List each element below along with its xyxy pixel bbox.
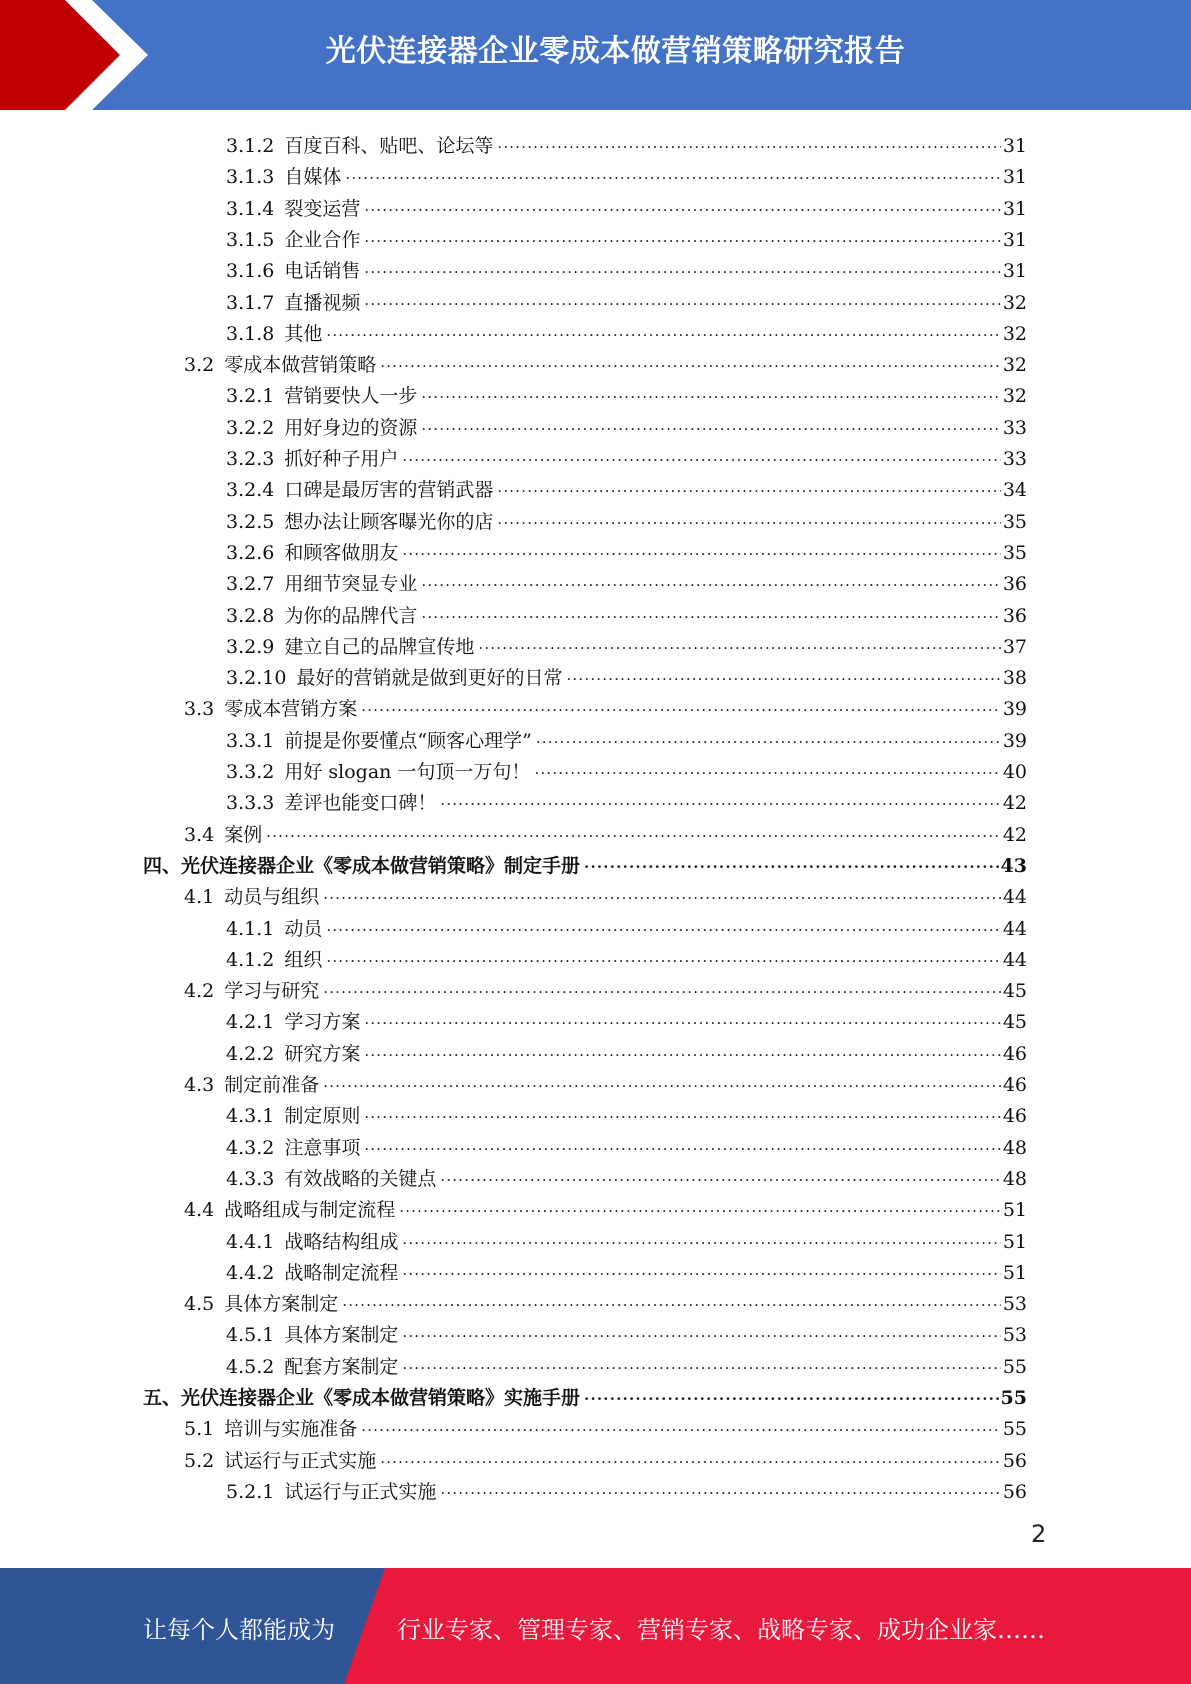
toc-entry-page: 56 [1002, 1449, 1027, 1472]
toc-entry-page: 55 [1000, 1387, 1027, 1409]
toc-entry-page: 36 [1002, 573, 1027, 596]
toc-entry-title: 案例 [224, 823, 263, 846]
toc-entry[interactable] [226, 1317, 1027, 1348]
toc-entry-number: 3.2.7 [226, 573, 275, 596]
toc-entry[interactable] [226, 1130, 1027, 1161]
toc-entry[interactable] [184, 1067, 1027, 1098]
toc-dot-leader [345, 161, 1000, 187]
toc-entry-title: 配套方案制定 [284, 1355, 399, 1378]
toc-entry[interactable] [226, 253, 1027, 284]
toc-entry-page: 42 [1002, 792, 1027, 815]
toc-dot-leader [584, 1382, 999, 1408]
toc-entry[interactable] [184, 347, 1027, 378]
toc-entry-number: 4.1.1 [226, 917, 275, 940]
toc-entry-number: 4.2.2 [226, 1042, 275, 1065]
toc-entry-page: 55 [1002, 1355, 1027, 1378]
toc-entry-page: 48 [1002, 1167, 1027, 1190]
toc-entry-number: 5.2 [184, 1449, 215, 1472]
footer-slogan-right: 行业专家、管理专家、营销专家、战略专家、成功企业家…… [397, 1616, 1045, 1644]
toc-dot-leader [364, 1006, 1000, 1032]
toc-entry-number: 3.2.10 [226, 667, 287, 690]
toc-entry-number: 5.2.1 [226, 1480, 275, 1503]
toc-entry-page: 36 [1002, 604, 1027, 627]
toc-dot-leader [478, 631, 1000, 657]
toc-entry-title: 自媒体 [284, 166, 342, 189]
toc-entry-title: 直播视频 [284, 291, 361, 314]
toc-entry[interactable] [226, 316, 1027, 347]
toc-entry-title: 注意事项 [284, 1136, 361, 1159]
toc-entry-page: 33 [1002, 448, 1027, 470]
toc-entry-page: 44 [1002, 886, 1027, 909]
toc-entry[interactable] [226, 1161, 1027, 1192]
toc-entry[interactable] [184, 1286, 1027, 1317]
toc-entry-title: 零成本做营销策略 [224, 354, 377, 377]
toc-entry[interactable] [226, 1255, 1027, 1286]
toc-entry-title: 制定原则 [284, 1105, 361, 1128]
toc-entry-title: 建立自己的品牌宣传地 [284, 635, 475, 658]
toc-dot-leader [380, 349, 1001, 375]
toc-entry-number: 3.2.6 [226, 541, 275, 564]
toc-entry-number: 3.3 [184, 698, 215, 721]
toc-dot-leader [421, 600, 1000, 626]
toc-dot-leader [497, 474, 1000, 500]
toc-entry-number: 五、 [143, 1387, 182, 1409]
toc-entry-page: 46 [1002, 1042, 1027, 1065]
toc-entry-page: 32 [1002, 354, 1027, 377]
toc-entry[interactable] [184, 1443, 1027, 1474]
toc-entry-title: 研究方案 [284, 1042, 361, 1065]
toc-entry-title: 组织 [284, 948, 323, 971]
toc-entry-title: 光伏连接器企业《零成本做营销策略》制定手册 [181, 854, 581, 877]
toc-entry-title: 战略结构组成 [284, 1230, 399, 1253]
toc-dot-leader [361, 693, 1001, 719]
toc-entry-page: 43 [1000, 854, 1027, 877]
toc-entry-title: 营销要快人一步 [284, 385, 418, 408]
toc-entry[interactable] [226, 1098, 1027, 1129]
toc-entry[interactable] [184, 973, 1027, 1004]
toc-entry[interactable] [226, 598, 1027, 629]
toc-entry-number: 4.5.2 [226, 1355, 275, 1378]
toc-entry-number: 3.1.5 [226, 228, 275, 251]
toc-entry-page: 56 [1002, 1480, 1027, 1503]
toc-entry-page: 31 [1002, 135, 1027, 157]
toc-entry-number: 3.3.3 [226, 792, 275, 815]
toc-entry[interactable] [226, 723, 1027, 754]
toc-entry[interactable] [184, 1192, 1027, 1223]
toc-entry-page: 55 [1002, 1418, 1027, 1441]
toc-entry-number: 3.2.9 [226, 635, 275, 658]
toc-dot-leader [584, 850, 999, 876]
toc-dot-leader [323, 881, 1001, 907]
toc-entry-title: 用好身边的资源 [284, 416, 418, 439]
toc-entry-number: 4.3.1 [226, 1105, 275, 1128]
toc-entry-page: 32 [1002, 291, 1027, 314]
toc-entry[interactable] [226, 1224, 1027, 1255]
toc-entry[interactable] [226, 1349, 1027, 1380]
toc-entry[interactable] [226, 911, 1027, 942]
toc-dot-leader [361, 1413, 1001, 1439]
toc-dot-leader [364, 255, 1000, 281]
toc-entry[interactable] [226, 472, 1027, 503]
toc-dot-leader [380, 1445, 1001, 1471]
toc-dot-leader [440, 1476, 1000, 1502]
toc-entry-page: 51 [1002, 1230, 1027, 1253]
toc-entry-number: 3.2.8 [226, 604, 275, 627]
toc-entry-number: 3.1.6 [226, 260, 275, 283]
toc-entry-title: 和顾客做朋友 [284, 541, 399, 564]
toc-entry-number: 4.3 [184, 1074, 215, 1096]
toc-dot-leader [326, 913, 1000, 939]
toc-entry[interactable] [226, 1036, 1027, 1067]
toc-entry[interactable] [226, 660, 1027, 691]
toc-entry-title: 动员 [284, 917, 323, 940]
toc-dot-leader [323, 1069, 1001, 1095]
toc-entry-title: 其他 [284, 322, 323, 345]
toc-dot-leader [402, 537, 1000, 563]
toc-entry-title: 口碑是最厉害的营销武器 [284, 479, 494, 502]
toc-entry-page: 32 [1002, 322, 1027, 345]
toc-entry-page: 42 [1002, 823, 1027, 846]
toc-entry-number: 3.2 [184, 354, 215, 377]
toc-entry-page: 33 [1002, 416, 1027, 439]
toc-dot-leader [364, 1100, 1000, 1126]
toc-entry-page: 45 [1002, 980, 1027, 1003]
toc-dot-leader [399, 1194, 1001, 1220]
toc-entry[interactable] [226, 566, 1027, 597]
toc-entry-title: 想办法让顾客曝光你的店 [284, 510, 494, 533]
toc-dot-leader [440, 787, 1000, 813]
toc-dot-leader [342, 1288, 1001, 1314]
toc-entry-page: 32 [1002, 385, 1027, 408]
toc-entry-page: 35 [1002, 510, 1027, 533]
toc-entry-title: 试运行与正式实施 [284, 1480, 437, 1503]
toc-entry[interactable] [226, 504, 1027, 535]
toc-entry-number: 4.2 [184, 980, 215, 1003]
footer-band [0, 1568, 1191, 1684]
toc-entry-number: 3.3.2 [226, 761, 275, 783]
toc-entry-title: 战略组成与制定流程 [224, 1199, 396, 1222]
toc-entry-title: 学习与研究 [224, 980, 320, 1003]
toc-dot-leader [266, 819, 1001, 845]
toc-entry-number: 3.1.4 [226, 197, 275, 220]
toc-entry-page: 31 [1002, 166, 1027, 189]
toc-entry[interactable] [184, 817, 1027, 848]
toc-entry[interactable] [184, 1411, 1027, 1442]
toc-dot-leader [402, 1351, 1000, 1377]
toc-dot-leader [364, 224, 1000, 250]
toc-entry[interactable] [143, 1380, 1027, 1411]
toc-entry-title: 学习方案 [284, 1011, 361, 1034]
toc-dot-leader [402, 443, 1000, 469]
report-title: 光伏连接器企业零成本做营销策略研究报告 [325, 34, 906, 69]
toc-dot-leader [440, 1163, 1000, 1189]
toc-entry-number: 4.2.1 [226, 1011, 275, 1034]
toc-entry-number: 4.3.3 [226, 1167, 275, 1190]
toc-entry-number: 4.5 [184, 1293, 215, 1316]
toc-entry-title: 最好的营销就是做到更好的日常 [296, 667, 563, 690]
toc-entry-page: 31 [1002, 228, 1027, 251]
toc-entry-title: 零成本营销方案 [224, 698, 358, 721]
toc-entry-page: 45 [1002, 1011, 1027, 1034]
toc-entry-title: 百度百科、贴吧、论坛等 [284, 135, 494, 157]
toc-entry[interactable] [226, 441, 1027, 472]
toc-entry-page: 34 [1002, 479, 1027, 502]
toc-entry-page: 48 [1002, 1136, 1027, 1159]
toc-entry-title: 光伏连接器企业《零成本做营销策略》实施手册 [181, 1387, 581, 1409]
toc-entry-number: 4.4 [184, 1199, 215, 1222]
toc-entry[interactable] [226, 754, 1027, 785]
toc-dot-leader [497, 506, 1000, 532]
toc-entry[interactable] [226, 159, 1027, 190]
footer-slogan-left: 让每个人都能成为 [143, 1616, 335, 1644]
toc-entry-title: 试运行与正式实施 [224, 1449, 377, 1472]
toc-entry-page: 44 [1002, 917, 1027, 940]
toc-entry-page: 53 [1002, 1293, 1027, 1316]
toc-entry-title: 制定前准备 [224, 1074, 320, 1096]
toc-entry-number: 5.1 [184, 1418, 215, 1441]
toc-entry[interactable] [226, 285, 1027, 316]
toc-entry-number: 3.1.8 [226, 322, 275, 345]
toc-entry[interactable] [143, 848, 1027, 879]
toc-entry[interactable] [226, 378, 1027, 409]
toc-dot-leader [497, 130, 1000, 156]
toc-entry-title: 抓好种子用户 [284, 448, 399, 470]
toc-entry[interactable] [226, 942, 1027, 973]
toc-entry-title: 电话销售 [284, 260, 361, 283]
toc-dot-leader [402, 1319, 1000, 1345]
toc-entry-title: 裂变运营 [284, 197, 361, 220]
toc-dot-leader [566, 662, 1000, 688]
toc-entry-title: 用好 slogan 一句顶一万句！ [284, 761, 531, 783]
toc-entry-number: 4.1.2 [226, 948, 275, 971]
toc-entry-number: 3.2.5 [226, 510, 275, 533]
toc-entry[interactable] [226, 410, 1027, 441]
toc-entry[interactable] [184, 691, 1027, 722]
toc-dot-leader [364, 1038, 1000, 1064]
toc-entry-page: 35 [1002, 541, 1027, 564]
toc-entry[interactable] [226, 222, 1027, 253]
toc-dot-leader [402, 1257, 1000, 1283]
toc-entry-number: 3.1.2 [226, 135, 275, 157]
toc-entry-number: 3.2.4 [226, 479, 275, 502]
toc-entry-page: 39 [1002, 729, 1027, 752]
toc-entry-page: 46 [1002, 1074, 1027, 1096]
toc-entry-page: 37 [1002, 635, 1027, 658]
toc-entry-title: 前提是你要懂点“顾客心理学” [284, 729, 532, 752]
toc-entry-number: 3.1.7 [226, 291, 275, 314]
toc-entry-page: 40 [1002, 761, 1027, 783]
toc-entry-number: 3.2.3 [226, 448, 275, 470]
toc-entry-page: 31 [1002, 197, 1027, 220]
toc-dot-leader [364, 1132, 1000, 1158]
toc-entry-page: 51 [1002, 1261, 1027, 1284]
toc-entry-number: 4.5.1 [226, 1324, 275, 1347]
toc-entry-number: 3.3.1 [226, 729, 275, 752]
toc-dot-leader [421, 568, 1000, 594]
toc-dot-leader [402, 1226, 1000, 1252]
toc-entry-number: 4.3.2 [226, 1136, 275, 1159]
toc-entry-title: 有效战略的关键点 [284, 1167, 437, 1190]
toc-entry-title: 具体方案制定 [284, 1324, 399, 1347]
toc-dot-leader [536, 725, 1001, 751]
toc-entry-number: 4.4.2 [226, 1261, 275, 1284]
toc-entry-title: 为你的品牌代言 [284, 604, 418, 627]
toc-dot-leader [421, 380, 1000, 406]
toc-entry-number: 3.2.2 [226, 416, 275, 439]
toc-entry-page: 38 [1002, 667, 1027, 690]
toc-entry-number: 四、 [143, 854, 182, 877]
toc-entry[interactable] [226, 128, 1027, 159]
toc-dot-leader [326, 944, 1000, 970]
toc-entry[interactable] [226, 535, 1027, 566]
toc-entry-page: 31 [1002, 260, 1027, 283]
toc-entry-title: 企业合作 [284, 228, 361, 251]
toc-dot-leader [364, 193, 1000, 219]
toc-entry-page: 51 [1002, 1199, 1027, 1222]
toc-dot-leader [364, 287, 1000, 313]
toc-entry-number: 3.1.3 [226, 166, 275, 189]
arrow-decoration-icon [0, 0, 160, 110]
toc-dot-leader [534, 756, 1000, 782]
toc-entry-page: 46 [1002, 1105, 1027, 1128]
toc-entry[interactable] [226, 785, 1027, 816]
toc-entry-number: 4.1 [184, 886, 215, 909]
toc-dot-leader [421, 412, 1000, 438]
toc-entry-title: 战略制定流程 [284, 1261, 399, 1284]
toc-entry[interactable] [226, 629, 1027, 660]
toc-entry[interactable] [226, 1004, 1027, 1035]
toc-entry-page: 39 [1002, 698, 1027, 721]
toc-entry-title: 培训与实施准备 [224, 1418, 358, 1441]
toc-entry-title: 差评也能变口碑！ [284, 792, 437, 815]
toc-entry[interactable] [226, 1474, 1027, 1505]
toc-dot-leader [323, 975, 1001, 1001]
toc-dot-leader [326, 318, 1000, 344]
toc-entry-number: 4.4.1 [226, 1230, 275, 1253]
toc-entry-title: 用细节突显专业 [284, 573, 418, 596]
toc-entry-page: 53 [1002, 1324, 1027, 1347]
page-number: 2 [1031, 1520, 1047, 1548]
toc-entry-title: 动员与组织 [224, 886, 320, 909]
header-band [0, 0, 1191, 110]
toc-entry[interactable] [226, 191, 1027, 222]
toc-entry-title: 具体方案制定 [224, 1293, 339, 1316]
toc-entry[interactable] [184, 879, 1027, 910]
toc-entry-number: 3.4 [184, 823, 215, 846]
toc-entry-number: 3.2.1 [226, 385, 275, 408]
toc-entry-page: 44 [1002, 948, 1027, 971]
